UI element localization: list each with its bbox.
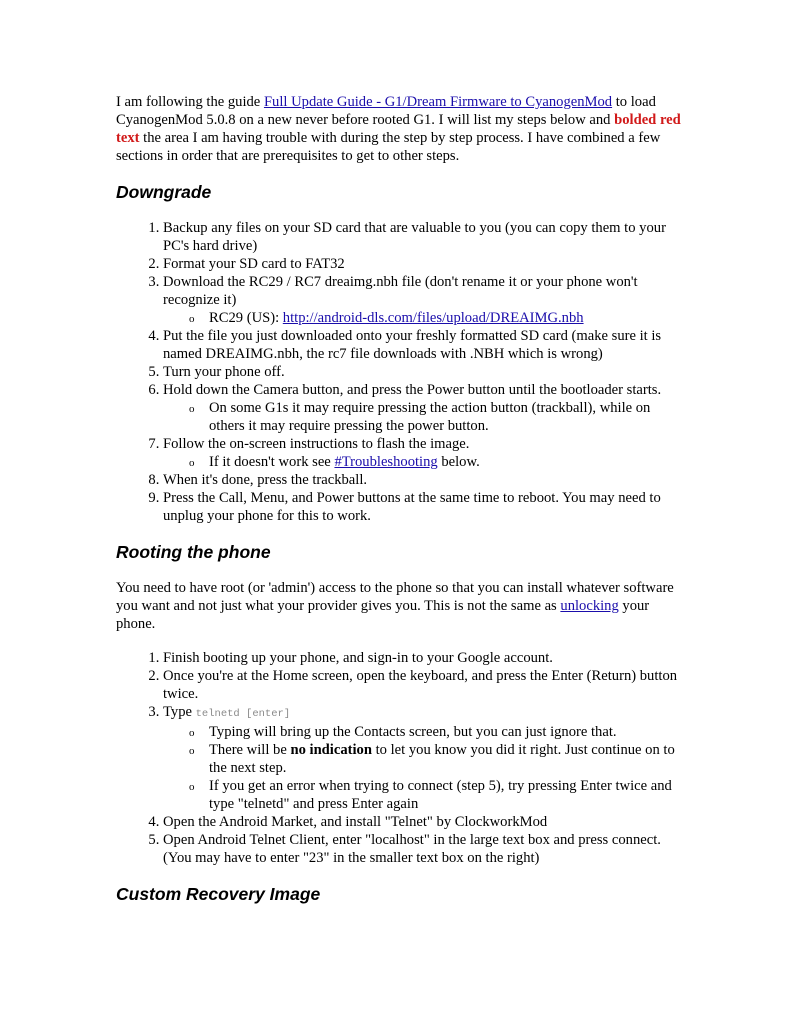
downgrade-steps <box>116 219 681 525</box>
intro-text-3: the area I am having trouble with during the step by step process. I have combined a few sections in order that are prerequisites to get to other steps. <box>116 130 661 164</box>
list-item <box>163 649 681 667</box>
step-text: Format your SD card to FAT32 <box>163 256 345 272</box>
sub-list-item <box>189 399 681 435</box>
sub-text: If you get an error when trying to connect (step 5), try pressing Enter twice and type "telnetd" and press Enter again <box>209 778 672 812</box>
list-item <box>163 219 681 255</box>
no-indication-bold: no indication <box>290 742 372 758</box>
step-text: Download the RC29 / RC7 dreaimg.nbh file (don't rename it or your phone won't recognize it) <box>163 274 638 308</box>
list-item <box>163 255 681 273</box>
step-text: Open the Android Market, and install "Telnet" by ClockworkMod <box>163 814 548 830</box>
sub-list-item <box>189 741 681 777</box>
step-text: Finish booting up your phone, and sign-in to your Google account. <box>163 650 553 666</box>
list-item <box>163 667 681 703</box>
guide-link[interactable]: Full Update Guide - G1/Dream Firmware to CyanogenMod <box>263 94 613 110</box>
list-item <box>163 471 681 489</box>
document-content <box>116 93 681 905</box>
step-text: Type <box>163 704 196 720</box>
step-text: Once you're at the Home screen, open the keyboard, and press the Enter (Return) button twice. <box>163 668 678 702</box>
step-text: Put the file you just downloaded onto your freshly formatted SD card (make sure it is named DREAIMG.nbh, the rc7 file downloads with .NBH which is wrong) <box>163 328 662 362</box>
list-item <box>163 831 681 867</box>
list-item <box>163 813 681 831</box>
rooting-text-1: You need to have root (or 'admin') access to the phone so that you can install whatever software you want and not just what your provider gives you. This is not the same as <box>116 580 674 614</box>
list-item <box>163 435 681 471</box>
list-item <box>163 273 681 327</box>
rooting-text-2: your phone. <box>116 598 650 632</box>
rooting-steps <box>116 649 681 867</box>
rooting-paragraph <box>116 579 681 633</box>
step-text: Follow the on-screen instructions to flash the image. <box>163 436 470 452</box>
list-item <box>163 489 681 525</box>
sub-list-item <box>189 453 681 471</box>
sub-list <box>163 399 681 435</box>
step-text: Backup any files on your SD card that are valuable to you (you can copy them to your PC's hard drive) <box>163 220 666 254</box>
sub-text: There will be <box>209 742 291 758</box>
sub-text: RC29 (US): <box>209 310 283 326</box>
downgrade-heading: Downgrade <box>116 182 212 202</box>
intro-text-1: I am following the guide <box>116 94 264 110</box>
list-item <box>163 381 681 435</box>
sub-text: Typing will bring up the Contacts screen, but you can just ignore that. <box>209 724 617 740</box>
troubleshooting-link[interactable]: #Troubleshooting <box>334 454 438 470</box>
sub-text: If it doesn't work see <box>209 454 335 470</box>
red-bold-text: bolded red text <box>116 112 681 146</box>
sub-list <box>163 309 681 327</box>
list-item <box>163 703 681 813</box>
telnetd-code: telnetd [enter] <box>195 708 291 720</box>
dreaimg-download-link[interactable]: http://android-dls.com/files/upload/DREAIMG.nbh <box>282 310 584 326</box>
rooting-heading: Rooting the phone <box>116 542 271 562</box>
step-text: Open Android Telnet Client, enter "localhost" in the large text box and press connect. (You may have to enter "23" in the smaller text box on the right) <box>163 832 661 866</box>
sub-list-item <box>189 777 681 813</box>
sub-list <box>163 723 681 813</box>
intro-paragraph <box>116 93 681 165</box>
sub-list-item <box>189 723 681 741</box>
step-text: Hold down the Camera button, and press the Power button until the bootloader starts. <box>163 382 662 398</box>
sub-text: below. <box>437 454 480 470</box>
step-text: Turn your phone off. <box>163 364 285 380</box>
sub-list <box>163 453 681 471</box>
unlocking-link[interactable]: unlocking <box>560 598 619 614</box>
step-text: Press the Call, Menu, and Power buttons at the same time to reboot. You may need to unplug your phone for this to work. <box>163 490 661 524</box>
list-item <box>163 327 681 363</box>
sub-list-item <box>189 309 681 327</box>
custom-recovery-heading: Custom Recovery Image <box>116 884 321 904</box>
sub-text: On some G1s it may require pressing the action button (trackball), while on others it may require pressing the power button. <box>209 400 651 434</box>
sub-text: to let you know you did it right. Just continue on to the next step. <box>209 742 675 776</box>
list-item <box>163 363 681 381</box>
step-text: When it's done, press the trackball. <box>163 472 368 488</box>
intro-text-2: to load CyanogenMod 5.0.8 on a new never before rooted G1. I will list my steps below and <box>116 94 656 128</box>
